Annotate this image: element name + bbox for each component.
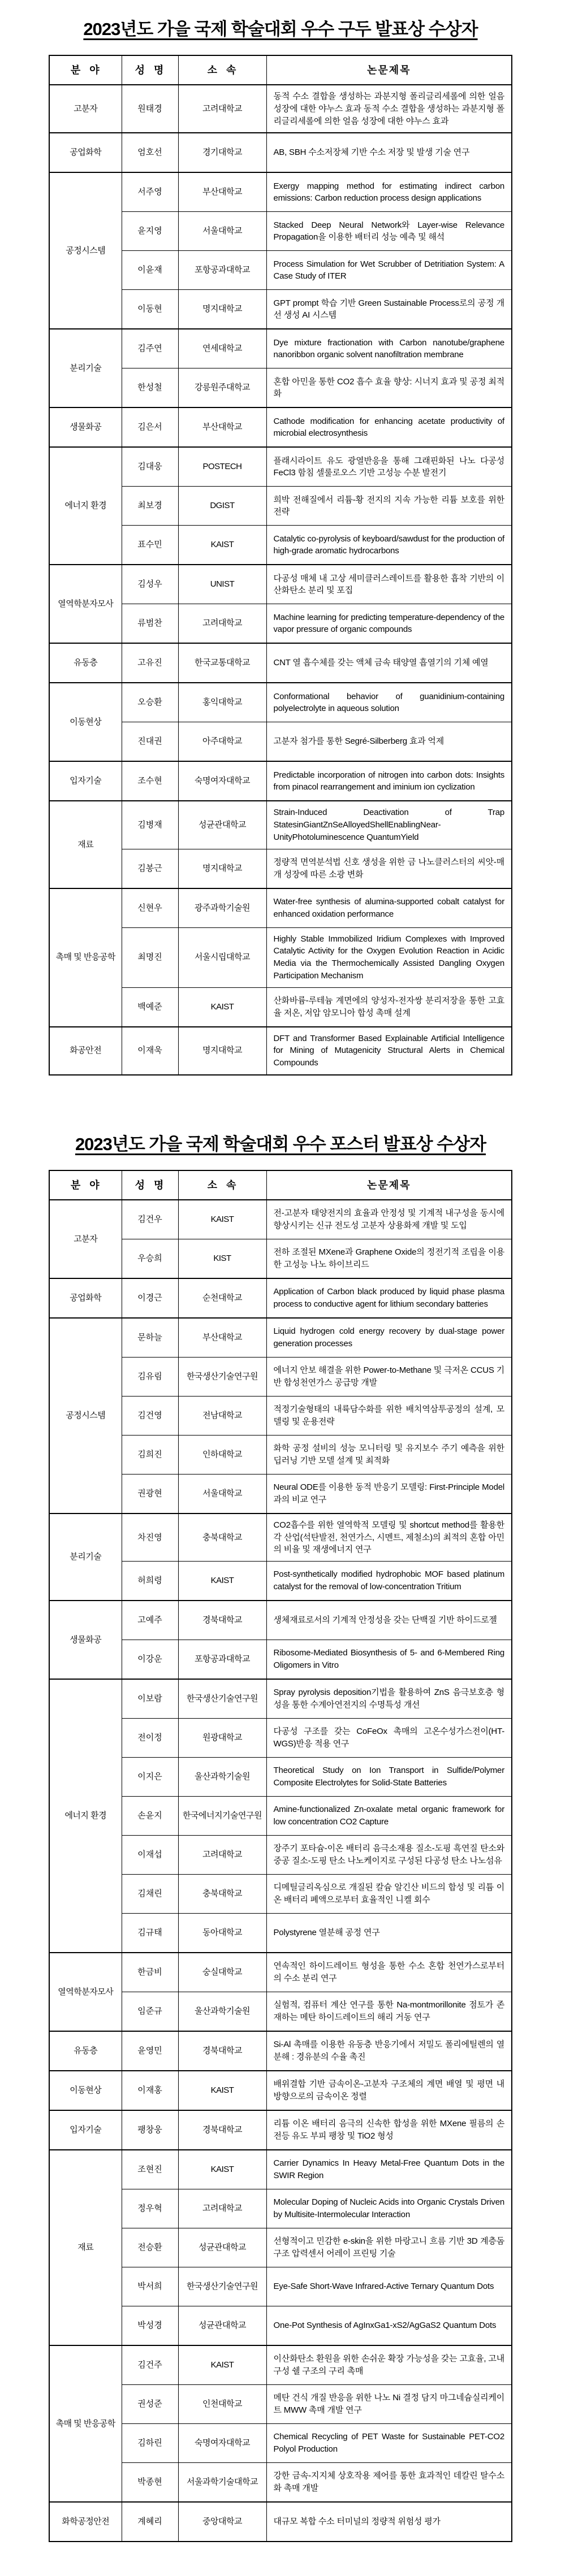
affiliation-cell: UNIST: [178, 565, 266, 604]
paper-title-cell: 배위결합 기반 금속이온-고분자 구조체의 계면 배열 및 평면 내 방향으로의 금속이온 정렬: [266, 2071, 512, 2110]
name-cell: 최보경: [122, 487, 178, 526]
name-cell: 박성경: [122, 2306, 178, 2346]
name-cell: 김하린: [122, 2424, 178, 2463]
paper-title-cell: 연속적인 하이드레이트 형성을 통한 수소 혼합 천연가스로부터의 수소 분리 연구: [266, 1953, 512, 1992]
field-cell: 입자기술: [49, 761, 122, 801]
name-cell: 권광현: [122, 1474, 178, 1513]
name-cell: 전이정: [122, 1719, 178, 1758]
paper-title-cell: 에너지 안보 해결을 위한 Power-to-Methane 및 극저온 CCUS 기반 합성천연가스 공급망 개발: [266, 1357, 512, 1396]
table-row: [49, 761, 512, 801]
paper-title-cell: Machine learning for predicting temperature-dependency of the vapor pressure of organic compounds: [266, 604, 512, 644]
paper-title-cell: 희박 전해질에서 리튬-황 전지의 지속 가능한 리튬 보호를 위한 전략: [266, 487, 512, 526]
field-cell: 촉매 및 반응공학: [49, 888, 122, 1027]
affiliation-cell: 전남대학교: [178, 1396, 266, 1435]
affiliation-cell: 고려대학교: [178, 85, 266, 133]
name-cell: 이재섭: [122, 1836, 178, 1875]
name-cell: 이경근: [122, 1278, 178, 1318]
name-cell: 표수민: [122, 526, 178, 565]
name-cell: 윤지영: [122, 212, 178, 251]
affiliation-cell: 중앙대학교: [178, 2502, 266, 2542]
paper-title-cell: One-Pot Synthesis of AgInxGa1-xS2/AgGaS2 Quantum Dots: [266, 2306, 512, 2346]
affiliation-cell: 성균관대학교: [178, 2228, 266, 2267]
field-cell: 촉매 및 반응공학: [49, 2345, 122, 2502]
affiliation-cell: 한국에너지기술연구원: [178, 1797, 266, 1836]
table-row: [49, 2110, 512, 2150]
paper-title-cell: Liquid hydrogen cold energy recovery by dual-stage power generation processes: [266, 1318, 512, 1358]
field-cell: 공정시스템: [49, 172, 122, 329]
paper-title-cell: Exergy mapping method for estimating indirect carbon emissions: Carbon reduction process design applications: [266, 172, 512, 212]
name-cell: 이재욱: [122, 1027, 178, 1075]
field-cell: 에너지 환경: [49, 1679, 122, 1953]
affiliation-cell: KAIST: [178, 526, 266, 565]
name-cell: 계혜리: [122, 2502, 178, 2542]
paper-title-cell: 선형적이고 민감한 e-skin을 위한 마랑고니 흐름 기반 3D 계층돔 구조 압력센서 어레이 프린팅 기술: [266, 2228, 512, 2267]
field-cell: 유동층: [49, 643, 122, 683]
table-row: [49, 407, 512, 447]
paper-title-cell: Highly Stable Immobilized Iridium Complexes with Improved Catalytic Activity for the Oxygen Evolution Reaction in Acidic Media via the Thermochemically Assisted Dangling Oxygen Participation Mechanism: [266, 927, 512, 987]
name-cell: 박서희: [122, 2267, 178, 2306]
field-header: 분 야: [49, 55, 122, 85]
paper-title-cell: 생체재료로서의 기계적 안정성을 갖는 단백질 기반 하이드로젤: [266, 1601, 512, 1640]
name-cell: 임준규: [122, 1992, 178, 2032]
affiliation-cell: 고려대학교: [178, 2189, 266, 2228]
affiliation-cell: 숙명여자대학교: [178, 761, 266, 801]
field-cell: 재료: [49, 801, 122, 888]
paper-title-cell: CNT 열 흡수체를 갖는 액체 금속 태양열 흡열기의 기체 예열: [266, 643, 512, 683]
name-cell: 백예준: [122, 987, 178, 1027]
affiliation-cell: 충북대학교: [178, 1875, 266, 1914]
table-row: [49, 1953, 512, 1992]
field-cell: 화공안전: [49, 1027, 122, 1075]
affiliation-cell: 동아대학교: [178, 1914, 266, 1953]
name-cell: 이윤재: [122, 251, 178, 290]
paper-title-cell: 다공성 매체 내 고상 세미클러스레이트를 활용한 흡착 기반의 이산화탄소 분리 및 포집: [266, 565, 512, 604]
affiliation-cell: 충북대학교: [178, 1513, 266, 1562]
paper-title-cell: Water-free synthesis of alumina-supported cobalt catalyst for enhanced oxidation performance: [266, 888, 512, 928]
name-cell: 이지은: [122, 1758, 178, 1797]
affiliation-cell: 경북대학교: [178, 2031, 266, 2071]
name-cell: 이보람: [122, 1679, 178, 1719]
paper-title-cell: 전-고분자 태양전지의 효율과 안정성 및 기계적 내구성을 동시에 향상시키는 신규 전도성 고분자 상용화제 개발 및 도입: [266, 1200, 512, 1239]
field-header: 분 야: [49, 1170, 122, 1200]
affiliation-cell: KAIST: [178, 2150, 266, 2189]
field-cell: 공업화학: [49, 133, 122, 172]
name-cell: 김건영: [122, 1396, 178, 1435]
name-cell: 한성철: [122, 368, 178, 408]
field-cell: 이동현상: [49, 2071, 122, 2110]
paper-title-cell: 동적 수소 결합을 생성하는 과분지형 폴리글리세롤에 의한 얼음 성장에 대한 야누스 효과 동적 수소 결합을 생성하는 과분지형 폴리글리세롤에 의한 얼음 성장에 대한 야누스 효과: [266, 85, 512, 133]
field-cell: 고분자: [49, 1200, 122, 1278]
table-row: [49, 2345, 512, 2385]
name-cell: 한금비: [122, 1953, 178, 1992]
affiliation-cell: 명지대학교: [178, 849, 266, 888]
table-row: [49, 172, 512, 212]
name-cell: 김성우: [122, 565, 178, 604]
field-cell: 고분자: [49, 85, 122, 133]
field-cell: 열역학분자모사: [49, 565, 122, 643]
paper-title-cell: CO2흡수를 위한 열역학적 모델링 및 shortcut method를 활용한 각 산업(석탄발전, 천연가스, 시멘트, 제철소)의 최적의 혼합 아민의 비율 및 재생에너지 연구: [266, 1513, 512, 1562]
paper-title-cell: Predictable incorporation of nitrogen into carbon dots: Insights from pinacol rearrangement and iminium ion cyclization: [266, 761, 512, 801]
name-cell: 신현우: [122, 888, 178, 928]
name-cell: 서주영: [122, 172, 178, 212]
name-cell: 오승환: [122, 683, 178, 722]
oral-award-table: [49, 55, 512, 1075]
affiliation-cell: 한국교통대학교: [178, 643, 266, 683]
field-cell: 분리기술: [49, 1513, 122, 1601]
affiliation-cell: KAIST: [178, 2071, 266, 2110]
affiliation-cell: 포항공과대학교: [178, 251, 266, 290]
paper-title-cell: Polystyrene 열분해 공정 연구: [266, 1914, 512, 1953]
paper-title-cell: Cathode modification for enhancing acetate productivity of microbial electrosynthesis: [266, 407, 512, 447]
name-cell: 허희령: [122, 1562, 178, 1601]
paper-title-cell: 산화바륨-루테늄 계면에의 양성자-전자쌍 분리저장을 통한 고효율 저온, 저압 암모니아 합성 촉매 설계: [266, 987, 512, 1027]
paper-title-cell: Amine-functionalized Zn-oxalate metal organic framework for low concentration CO2 Capture: [266, 1797, 512, 1836]
affiliation-cell: 부산대학교: [178, 407, 266, 447]
name-cell: 최명진: [122, 927, 178, 987]
paper-title-cell: Conformational behavior of guanidinium-containing polyelectrolyte in aqueous solution: [266, 683, 512, 722]
field-cell: 이동현상: [49, 683, 122, 761]
affiliation-cell: 고려대학교: [178, 604, 266, 644]
affiliation-cell: 아주대학교: [178, 722, 266, 762]
paper-title-cell: Spray pyrolysis deposition기법을 활용하여 ZnS 음극보호층 형성을 통한 수계아연전지의 수명특성 개선: [266, 1679, 512, 1719]
field-cell: 생물화공: [49, 407, 122, 447]
name-cell: 김봉근: [122, 849, 178, 888]
name-cell: 전승환: [122, 2228, 178, 2267]
field-cell: 유동층: [49, 2031, 122, 2071]
affiliation-cell: 원광대학교: [178, 1719, 266, 1758]
header-row: [49, 55, 512, 85]
name-cell: 우승희: [122, 1239, 178, 1278]
oral-award-title: 2023년도 가을 국제 학술대회 우수 구두 발표상 수상자: [83, 19, 478, 39]
paper-title-cell: Carrier Dynamics In Heavy Metal-Free Quantum Dots in the SWIR Region: [266, 2150, 512, 2189]
affiliation-cell: KAIST: [178, 1200, 266, 1239]
affiliation-cell: 포항공과대학교: [178, 1640, 266, 1680]
poster-award-table: [49, 1170, 512, 2542]
name-cell: 김유림: [122, 1357, 178, 1396]
paper-title-cell: DFT and Transformer Based Explainable Artificial Intelligence for Mining of Mutagenicity Structural Alerts in Chemical Compounds: [266, 1027, 512, 1075]
paper-title-cell: Application of Carbon black produced by liquid phase plasma process to conductive agent for lithium secondary batteries: [266, 1278, 512, 1318]
paper-title-cell: 장주기 포타슘-이온 배터리 음극소재용 질소-도핑 흑연질 탄소와 중공 질소-도핑 탄소 나노케이지로 구성된 다공성 탄소 나노섬유: [266, 1836, 512, 1875]
affiliation-cell: 한국생산기술연구원: [178, 2267, 266, 2306]
paper-title-cell: 메탄 건식 개질 반응을 위한 나노 Ni 결정 담지 마그네슘실리케이트 MWW 촉매 개발 연구: [266, 2385, 512, 2424]
table-row: [49, 643, 512, 683]
affiliation-cell: 서울시립대학교: [178, 927, 266, 987]
table-row: [49, 1601, 512, 1640]
table-row: [49, 1679, 512, 1719]
name-cell: 차진영: [122, 1513, 178, 1562]
paper-title-cell: 전하 조절된 MXene과 Graphene Oxide의 정전기적 조립을 이용한 고성능 나노 하이브리드: [266, 1239, 512, 1278]
header-row: [49, 1170, 512, 1200]
field-cell: 생물화공: [49, 1601, 122, 1679]
paper-title-cell: 고분자 첨가를 통한 Segré-Silberberg 효과 억제: [266, 722, 512, 762]
affiliation-cell: 연세대학교: [178, 329, 266, 368]
paper-title-cell: Post-synthetically modified hydrophobic MOF based platinum catalyst for the removal of low-concentration Tritium: [266, 1562, 512, 1601]
affiliation-cell: 서울과학기술대학교: [178, 2463, 266, 2503]
field-cell: 분리기술: [49, 329, 122, 407]
field-cell: 공업화학: [49, 1278, 122, 1318]
name-cell: 이강운: [122, 1640, 178, 1680]
affiliation-cell: 울산과학기술원: [178, 1992, 266, 2032]
paper-title-header: 논문제목: [266, 1170, 512, 1200]
name-cell: 김규태: [122, 1914, 178, 1953]
affiliation-cell: 부산대학교: [178, 172, 266, 212]
affiliation-cell: 홍익대학교: [178, 683, 266, 722]
table-row: [49, 1027, 512, 1075]
table-row: [49, 801, 512, 849]
paper-title-cell: 디메틸글리옥심으로 개질된 칼슘 알긴산 비드의 합성 및 리튬 이온 배터리 폐액으로부터 효율적인 니켈 회수: [266, 1875, 512, 1914]
field-cell: 입자기술: [49, 2110, 122, 2150]
field-cell: 공정시스템: [49, 1318, 122, 1513]
paper-title-cell: Neural ODE를 이용한 동적 반응기 모델링: First-Principle Model과의 비교 연구: [266, 1474, 512, 1513]
affiliation-cell: KAIST: [178, 2345, 266, 2385]
paper-title-cell: 실험적, 컴퓨터 계산 연구를 통한 Na-montmorillonite 점토가 존재하는 메탄 하이드레이트의 해리 거동 연구: [266, 1992, 512, 2032]
org-header: 소 속: [178, 1170, 266, 1200]
table-row: [49, 888, 512, 928]
paper-title-cell: 화학 공정 설비의 성능 모니터링 및 유지보수 주기 예측을 위한 딥러닝 기반 모델 설계 및 최적화: [266, 1435, 512, 1474]
affiliation-cell: KAIST: [178, 1562, 266, 1601]
affiliation-cell: DGIST: [178, 487, 266, 526]
paper-title-cell: Strain-Induced Deactivation of Trap StatesinGiantZnSeAlloyedShellEnablingNear-UnityPhotoluminescence QuantumYield: [266, 801, 512, 849]
name-cell: 손윤지: [122, 1797, 178, 1836]
affiliation-cell: 한국생산기술연구원: [178, 1357, 266, 1396]
paper-title-cell: Chemical Recycling of PET Waste for Sustainable PET-CO2 Polyol Production: [266, 2424, 512, 2463]
affiliation-cell: 명지대학교: [178, 1027, 266, 1075]
table-row: [49, 2031, 512, 2071]
name-cell: 김희진: [122, 1435, 178, 1474]
paper-title-cell: 플래시라이트 유도 광열반응을 통해 그래핀화된 나노 다공성 FeCl3 함침 셀룰로오스 기반 고성능 수분 발전기: [266, 447, 512, 487]
name-cell: 김건우: [122, 1200, 178, 1239]
field-cell: 화학공정안전: [49, 2502, 122, 2542]
affiliation-cell: 서울대학교: [178, 212, 266, 251]
affiliation-cell: 한국생산기술연구원: [178, 1679, 266, 1719]
name-cell: 박종현: [122, 2463, 178, 2503]
name-cell: 조수현: [122, 761, 178, 801]
paper-title-cell: Eye-Safe Short-Wave Infrared-Active Ternary Quantum Dots: [266, 2267, 512, 2306]
affiliation-cell: 광주과학기술원: [178, 888, 266, 928]
name-header: 성 명: [122, 1170, 178, 1200]
poster-award-title: 2023년도 가을 국제 학술대회 우수 포스터 발표상 수상자: [75, 1134, 486, 1154]
name-cell: 김주연: [122, 329, 178, 368]
name-cell: 고유진: [122, 643, 178, 683]
name-cell: 류범찬: [122, 604, 178, 644]
name-header: 성 명: [122, 55, 178, 85]
paper-title-cell: Ribosome-Mediated Biosynthesis of 5- and 6-Membered Ring Oligomers in Vitro: [266, 1640, 512, 1680]
name-cell: 김병재: [122, 801, 178, 849]
paper-title-cell: Theoretical Study on Ion Transport in Sulfide/Polymer Composite Electrolytes for Solid-State Batteries: [266, 1758, 512, 1797]
name-cell: 김건주: [122, 2345, 178, 2385]
paper-title-cell: 대규모 복합 수소 터미널의 정량적 위험성 평가: [266, 2502, 512, 2542]
paper-title-cell: 이산화탄소 환원을 위한 손쉬운 확장 가능성을 갖는 고효율, 고내구성 쉘 구조의 구리 촉매: [266, 2345, 512, 2385]
paper-title-cell: 혼합 아민을 통한 CO2 흡수 효율 향상: 시너지 효과 및 공정 최적화: [266, 368, 512, 408]
name-cell: 원태경: [122, 85, 178, 133]
table-row: [49, 1318, 512, 1358]
name-cell: 고예주: [122, 1601, 178, 1640]
paper-title-cell: 다공성 구조를 갖는 CoFeOx 촉매의 고온수성가스전이(HT-WGS)반응 적용 연구: [266, 1719, 512, 1758]
paper-title-cell: 정량적 면역분석법 신호 생성을 위한 금 나노클러스터의 씨앗-매개 성장에 따른 소광 변화: [266, 849, 512, 888]
table-row: [49, 1278, 512, 1318]
paper-title-cell: Molecular Doping of Nucleic Acids into Organic Crystals Driven by Multisite-Intermolecular Interaction: [266, 2189, 512, 2228]
paper-title-cell: 리튬 이온 배터리 음극의 신속한 합성을 위한 MXene 필름의 손전등 유도 부피 팽창 및 TiO2 형성: [266, 2110, 512, 2150]
name-cell: 윤영민: [122, 2031, 178, 2071]
paper-title-cell: Dye mixture fractionation with Carbon nanotube/graphene nanoribbon organic solvent nanofiltration membrane: [266, 329, 512, 368]
name-cell: 김채린: [122, 1875, 178, 1914]
paper-title-cell: 강한 금속-지지체 상호작용 제어를 통한 효과적인 데칼린 탈수소화 촉매 개발: [266, 2463, 512, 2503]
affiliation-cell: 경기대학교: [178, 133, 266, 172]
name-cell: 김대웅: [122, 447, 178, 487]
affiliation-cell: 성균관대학교: [178, 2306, 266, 2346]
paper-title-cell: AB, SBH 수소저장체 기반 수소 저장 및 발생 기술 연구: [266, 133, 512, 172]
name-cell: 이동현: [122, 290, 178, 329]
affiliation-cell: KIST: [178, 1239, 266, 1278]
org-header: 소 속: [178, 55, 266, 85]
affiliation-cell: 인하대학교: [178, 1435, 266, 1474]
paper-title-cell: Catalytic co-pyrolysis of keyboard/sawdust for the production of high-grade aromatic hydrocarbons: [266, 526, 512, 565]
paper-title-cell: Process Simulation for Wet Scrubber of Detritiation System: A Case Study of ITER: [266, 251, 512, 290]
table-row: [49, 133, 512, 172]
affiliation-cell: 숭실대학교: [178, 1953, 266, 1992]
table-row: [49, 683, 512, 722]
affiliation-cell: 명지대학교: [178, 290, 266, 329]
affiliation-cell: 서울대학교: [178, 1474, 266, 1513]
name-cell: 팽창웅: [122, 2110, 178, 2150]
name-cell: 권성준: [122, 2385, 178, 2424]
affiliation-cell: 울산과학기술원: [178, 1758, 266, 1797]
paper-title-cell: GPT prompt 학습 기반 Green Sustainable Process로의 공정 개선 생성 AI 시스템: [266, 290, 512, 329]
affiliation-cell: 성균관대학교: [178, 801, 266, 849]
paper-title-header: 논문제목: [266, 55, 512, 85]
table-row: [49, 85, 512, 133]
affiliation-cell: POSTECH: [178, 447, 266, 487]
table-row: [49, 565, 512, 604]
affiliation-cell: 고려대학교: [178, 1836, 266, 1875]
name-cell: 진대권: [122, 722, 178, 762]
affiliation-cell: 인천대학교: [178, 2385, 266, 2424]
table-row: [49, 447, 512, 487]
affiliation-cell: 부산대학교: [178, 1318, 266, 1358]
affiliation-cell: 경북대학교: [178, 2110, 266, 2150]
name-cell: 문하늘: [122, 1318, 178, 1358]
affiliation-cell: KAIST: [178, 987, 266, 1027]
paper-title-cell: Si-Al 촉매를 이용한 유동층 반응기에서 저밀도 폴리에틸렌의 열분해 : 경유분의 수율 촉진: [266, 2031, 512, 2071]
field-cell: 에너지 환경: [49, 447, 122, 565]
table-row: [49, 2502, 512, 2542]
table-row: [49, 2071, 512, 2110]
field-cell: 열역학분자모사: [49, 1953, 122, 2031]
name-cell: 김은서: [122, 407, 178, 447]
name-cell: 조현진: [122, 2150, 178, 2189]
name-cell: 엄호선: [122, 133, 178, 172]
affiliation-cell: 숙명여자대학교: [178, 2424, 266, 2463]
affiliation-cell: 순천대학교: [178, 1278, 266, 1318]
table-row: [49, 329, 512, 368]
table-row: [49, 1513, 512, 1562]
affiliation-cell: 강릉원주대학교: [178, 368, 266, 408]
table-row: [49, 1200, 512, 1239]
name-cell: 이재홍: [122, 2071, 178, 2110]
table-row: [49, 2150, 512, 2189]
field-cell: 재료: [49, 2150, 122, 2345]
affiliation-cell: 경북대학교: [178, 1601, 266, 1640]
name-cell: 정우혁: [122, 2189, 178, 2228]
paper-title-cell: 적정기술형태의 내륙담수화를 위한 배치역삼투공정의 설계, 모델링 및 운용전략: [266, 1396, 512, 1435]
paper-title-cell: Stacked Deep Neural Network와 Layer-wise Relevance Propagation을 이용한 배터리 성능 예측 및 해석: [266, 212, 512, 251]
